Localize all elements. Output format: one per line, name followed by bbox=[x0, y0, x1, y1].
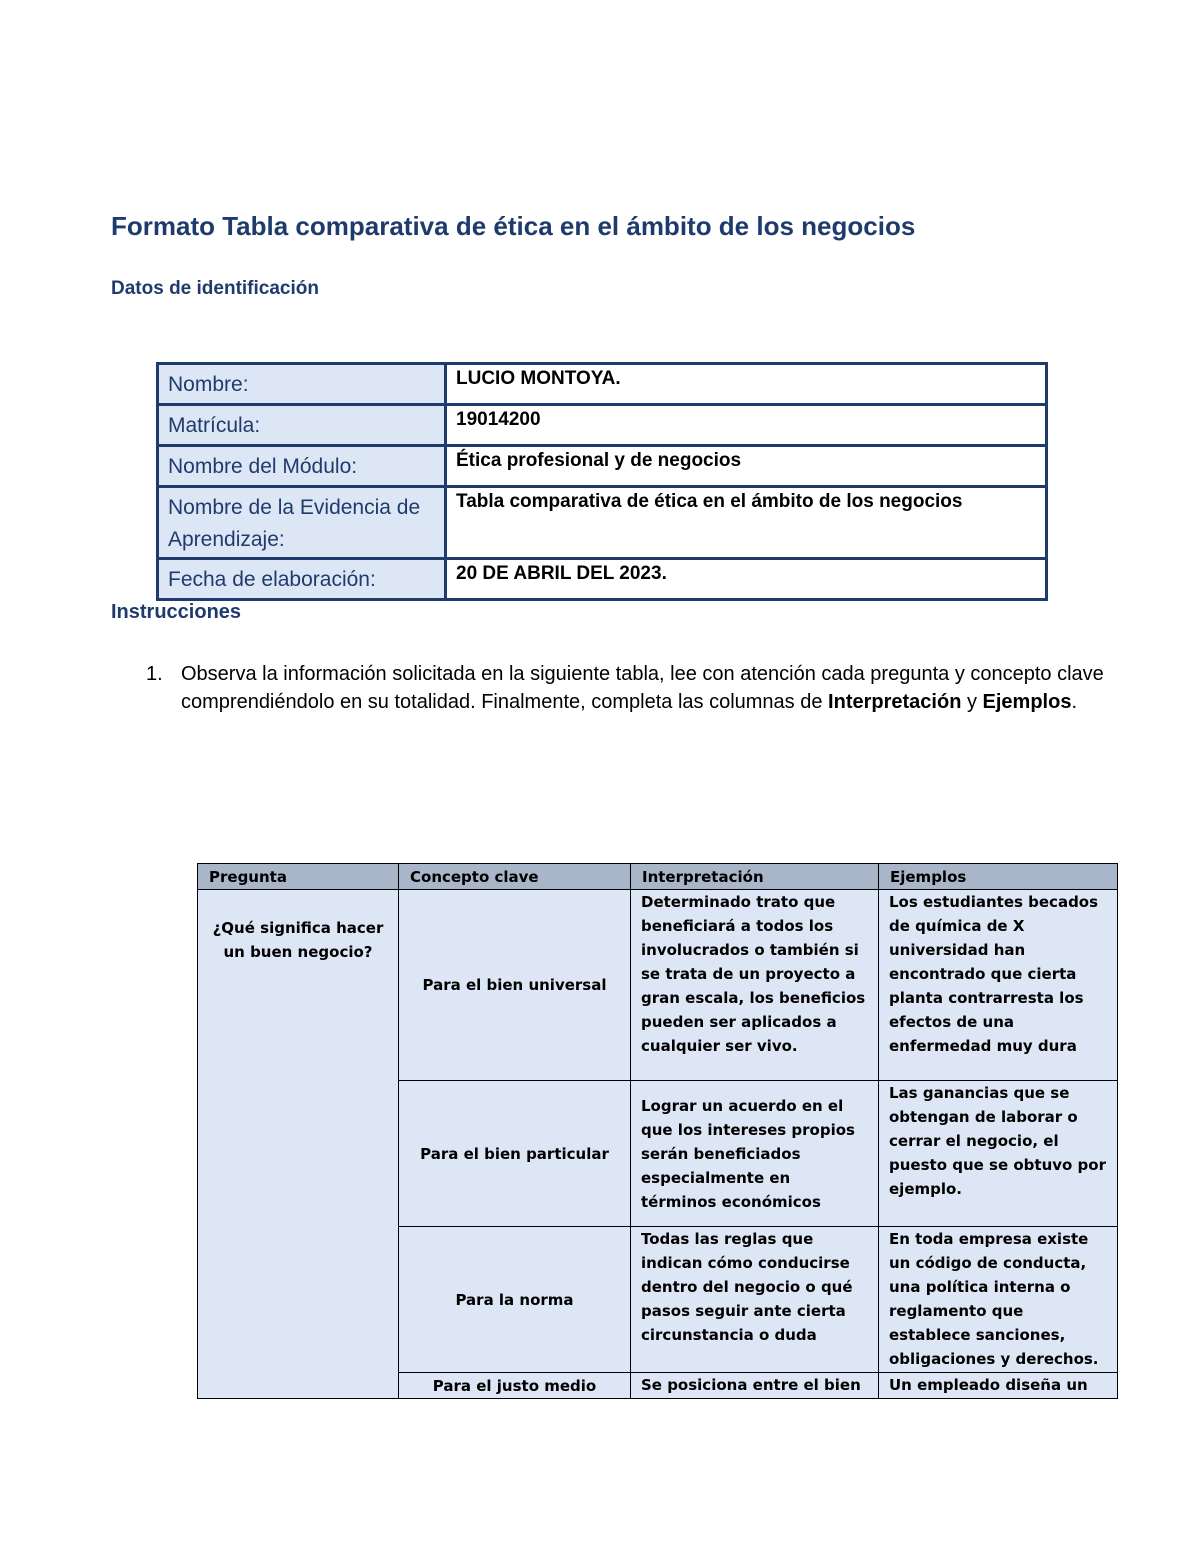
concept-cell: Para el justo medio bbox=[399, 1373, 631, 1399]
header-concepto: Concepto clave bbox=[399, 864, 631, 890]
identification-value: Ética profesional y de negocios bbox=[446, 446, 1047, 487]
identification-label: Matrícula: bbox=[158, 405, 446, 446]
identification-value: LUCIO MONTOYA. bbox=[446, 364, 1047, 405]
identification-value: 20 DE ABRIL DEL 2023. bbox=[446, 559, 1047, 600]
interpretation-cell: Se posiciona entre el bien bbox=[631, 1373, 879, 1399]
table-header-row bbox=[198, 864, 1118, 890]
header-ejemplos: Ejemplos bbox=[879, 864, 1118, 890]
document-title: Formato Tabla comparativa de ética en el ámbito de los negocios bbox=[111, 211, 916, 241]
interpretation-cell: Todas las reglas que indican cómo conducirse dentro del negocio o qué pasos seguir ante cierta circunstancia o duda bbox=[631, 1227, 879, 1373]
example-cell: Los estudiantes becados de química de X universidad han encontrado que cierta planta contrarresta los efectos de una enfermedad muy dura bbox=[879, 890, 1118, 1081]
instructions-heading: Instrucciones bbox=[111, 601, 242, 623]
bold-ejemplos: Ejemplos bbox=[982, 691, 1072, 713]
list-number: 1. bbox=[146, 663, 163, 685]
identification-label: Nombre del Módulo: bbox=[158, 446, 446, 487]
header-interpretacion: Interpretación bbox=[631, 864, 879, 890]
identification-table bbox=[156, 362, 1048, 601]
identification-value: 19014200 bbox=[446, 405, 1047, 446]
identification-row bbox=[158, 364, 1047, 405]
example-cell: Las ganancias que se obtengan de laborar o cerrar el negocio, el puesto que se obtuvo por ejemplo. bbox=[879, 1081, 1118, 1227]
identification-label: Nombre de la Evidencia de Aprendizaje: bbox=[158, 487, 446, 559]
concept-cell: Para la norma bbox=[399, 1227, 631, 1373]
interpretation-cell: Determinado trato que beneficiará a todos los involucrados o también si se trata de un proyecto a gran escala, los beneficios pueden ser aplicados a cualquier ser vivo. bbox=[631, 890, 879, 1081]
identification-value: Tabla comparativa de ética en el ámbito de los negocios bbox=[446, 487, 1047, 559]
concept-cell: Para el bien universal bbox=[399, 890, 631, 1081]
interpretation-cell: Lograr un acuerdo en el que los intereses propios serán beneficiados especialmente en términos económicos bbox=[631, 1081, 879, 1227]
instruction-list bbox=[146, 660, 1106, 716]
identification-heading: Datos de identificación bbox=[111, 278, 319, 299]
header-pregunta: Pregunta bbox=[198, 864, 399, 890]
identification-row bbox=[158, 487, 1047, 559]
bold-interpretacion: Interpretación bbox=[828, 691, 962, 713]
example-cell: En toda empresa existe un código de conducta, una política interna o reglamento que establece sanciones, obligaciones y derechos. bbox=[879, 1227, 1118, 1373]
comparison-table bbox=[197, 863, 1118, 1399]
identification-label: Fecha de elaboración: bbox=[158, 559, 446, 600]
question-cell: ¿Qué significa hacer un buen negocio? bbox=[198, 890, 399, 1399]
instruction-text: Observa la información solicitada en la siguiente tabla, lee con atención cada pregunta y concepto clave comprendiéndolo en su totalidad. Finalmente, completa las columnas de Interpretación y Ejemplos. bbox=[181, 663, 1104, 713]
identification-label: Nombre: bbox=[158, 364, 446, 405]
identification-row bbox=[158, 446, 1047, 487]
table-row bbox=[198, 890, 1118, 1081]
example-cell: Un empleado diseña un bbox=[879, 1373, 1118, 1399]
identification-row bbox=[158, 559, 1047, 600]
identification-row bbox=[158, 405, 1047, 446]
concept-cell: Para el bien particular bbox=[399, 1081, 631, 1227]
